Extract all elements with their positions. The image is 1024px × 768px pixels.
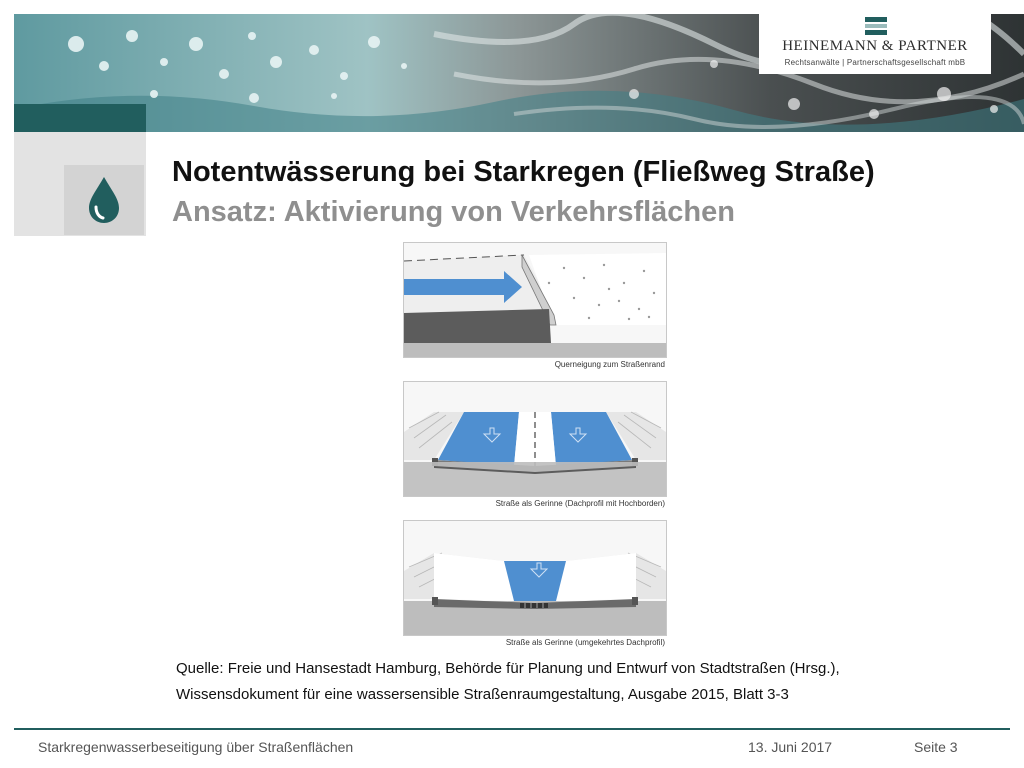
slide-title: Notentwässerung bei Starkregen (Fließweg Straße) xyxy=(172,156,875,188)
footer-page-number: Seite 3 xyxy=(914,739,958,755)
source-line-1: Quelle: Freie und Hansestadt Hamburg, Behörde für Planung und Entwurf von Stadtstraßen (Hrsg.), xyxy=(176,660,840,677)
logo-mark-icon xyxy=(865,17,887,35)
figure-cross-slope xyxy=(403,242,667,358)
figure-caption-2: Straße als Gerinne (Dachprofil mit Hochborden) xyxy=(495,499,665,508)
slide-subtitle: Ansatz: Aktivierung von Verkehrsflächen xyxy=(172,196,735,228)
source-line-2: Wissensdokument für eine wassersensible Straßenraumgestaltung, Ausgabe 2015, Blatt 3-3 xyxy=(176,686,789,703)
company-logo xyxy=(759,14,991,74)
drop-tile xyxy=(64,165,144,235)
figure-caption-1: Querneigung zum Straßenrand xyxy=(554,360,665,369)
figure-caption-3: Straße als Gerinne (umgekehrtes Dachprofil) xyxy=(505,638,665,647)
footer-topic: Starkregenwasserbeseitigung über Straßenflächen xyxy=(38,739,354,755)
figure-roof-profile xyxy=(403,381,667,497)
source-citation xyxy=(176,656,976,708)
footer-divider xyxy=(14,728,1010,730)
water-drop-icon xyxy=(86,175,122,225)
figure-inverted-roof-profile xyxy=(403,520,667,636)
side-accent-bar xyxy=(14,104,146,132)
logo-name: HEINEMANN & PARTNER xyxy=(782,38,968,54)
footer-date: 13. Juni 2017 xyxy=(748,739,833,755)
logo-subtitle: Rechtsanwälte | Partnerschaftsgesellschaft mbB xyxy=(784,58,966,67)
